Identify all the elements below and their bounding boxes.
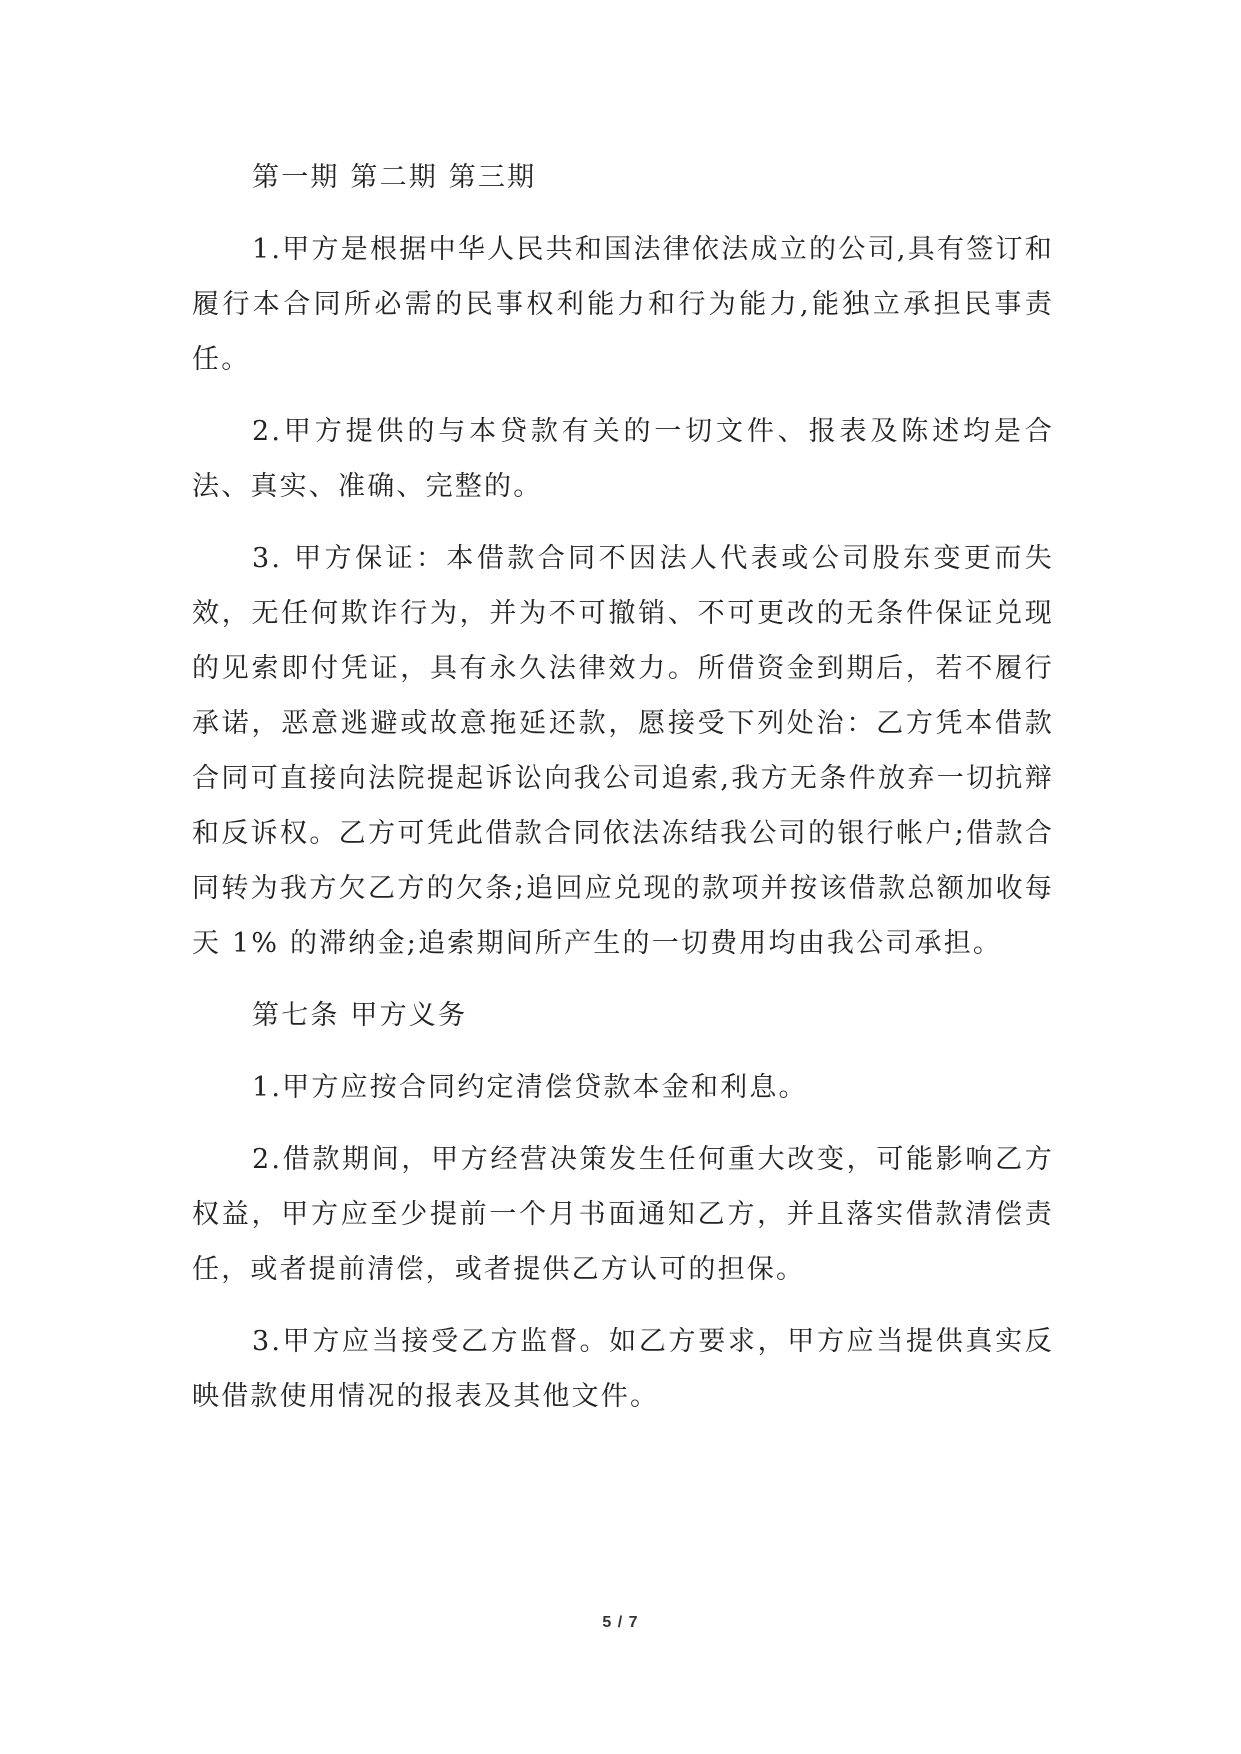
page-number: 5 / 7 (602, 1614, 639, 1631)
obligation-paragraph-1: 1.甲方应按合同约定清偿贷款本金和利息。 (252, 1072, 808, 1103)
clause-paragraph-1: 1.甲方是根据中华人民共和国法律依法成立的公司,具有签订和履行本合同所必需的民事权利能力和行为能力,能独立承担民事责任。 (192, 234, 1054, 375)
installment-periods-line: 第一期 第二期 第三期 (252, 162, 537, 193)
obligation-paragraph-2: 2.借款期间，甲方经营决策发生任何重大改变，可能影响乙方权益，甲方应至少提前一个月书面通知乙方，并且落实借款清偿责任，或者提前清偿，或者提供乙方认可的担保。 (192, 1144, 1054, 1285)
article-heading: 第七条 甲方义务 (252, 1000, 468, 1031)
obligation-paragraph-3: 3.甲方应当接受乙方监督。如乙方要求，甲方应当提供真实反映借款使用情况的报表及其他文件。 (192, 1326, 1054, 1412)
clause-paragraph-2: 2.甲方提供的与本贷款有关的一切文件、报表及陈述均是合法、真实、准确、完整的。 (192, 416, 1054, 502)
clause-paragraph-3: 3. 甲方保证：本借款合同不因法人代表或公司股东变更而失效，无任何欺诈行为，并为不可撤销、不可更改的无条件保证兑现的见索即付凭证，具有永久法律效力。所借资金到期后，若不履行承诺，恶意逃避或故意拖延还款，愿接受下列处治：乙方凭本借款合同可直接向法院提起诉讼向我公司追索,我方无条件放弃一切抗辩和反诉权。乙方可凭此借款合同依法冻结我公司的银行帐户;借款合同转为我方欠乙方的欠条;追回应兑现的款项并按该借款总额加收每天 1% 的滞纳金;追索期间所产生的一切费用均由我公司承担。 (192, 543, 1054, 959)
document-body (192, 150, 1054, 1424)
